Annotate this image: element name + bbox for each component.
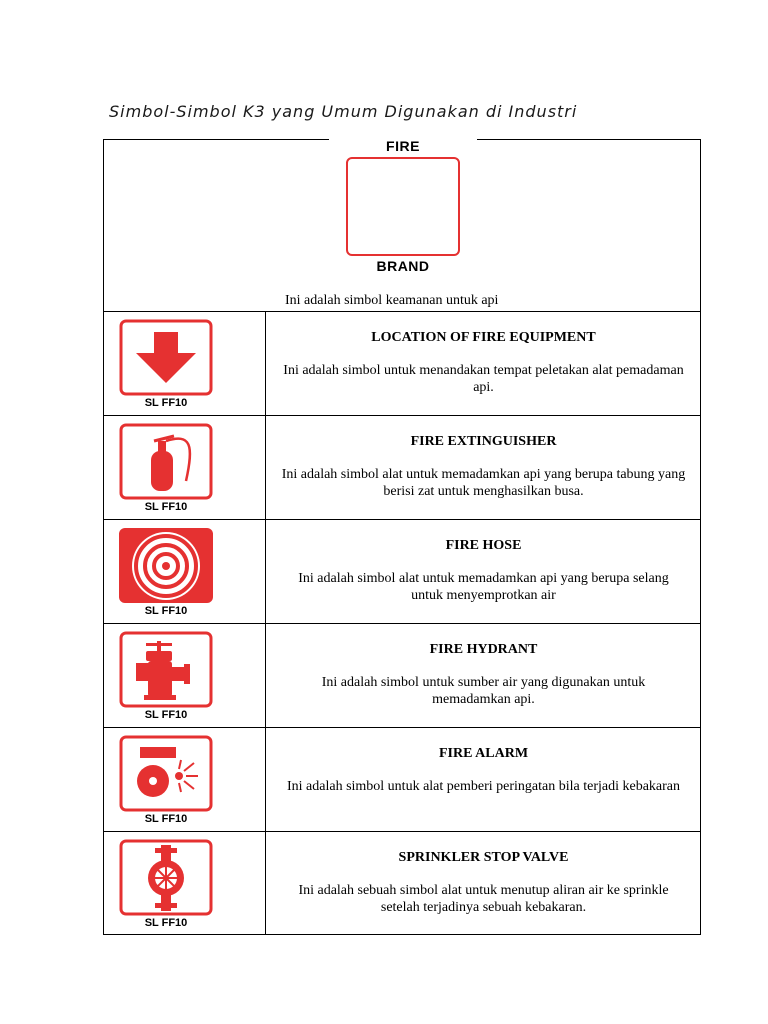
row-description: Ini adalah simbol alat untuk memadamkan api yang berupa selang untuk menyemprotkan air <box>298 571 669 603</box>
fire-brand-bottom-text: BRAND <box>376 258 430 274</box>
fire-brand-sign <box>329 138 477 280</box>
table-row <box>104 311 700 415</box>
row-description: Ini adalah sebuah simbol alat untuk menutup aliran air ke sprinkle setelah terjadinya sebuah kebakaran. <box>298 883 669 915</box>
row-title: FIRE HYDRANT <box>429 642 538 657</box>
hose-sign <box>116 525 216 621</box>
hydrant-sign <box>116 629 216 725</box>
row-description: Ini adalah simbol alat untuk memadamkan api yang berupa tabung yang berisi zat untuk menghasilkan busa. <box>281 467 686 499</box>
sprinkler-valve-icon <box>116 837 216 919</box>
table-row <box>104 415 700 519</box>
table-row <box>104 519 700 623</box>
row-description: Ini adalah simbol untuk sumber air yang digunakan untuk memadamkan api. <box>321 675 646 707</box>
description-cell <box>267 832 700 935</box>
sign-code: SL FF10 <box>144 709 188 721</box>
sign-code: SL FF10 <box>144 397 188 409</box>
row-description: Ini adalah simbol untuk menandakan tempat peletakan alat pemadaman api. <box>283 363 684 395</box>
sign-code: SL FF10 <box>144 501 188 513</box>
sign-cell <box>104 624 266 727</box>
description-cell <box>267 520 700 623</box>
sign-code: SL FF10 <box>144 917 188 929</box>
fire-brand-top-text: FIRE <box>386 138 420 154</box>
location-sign <box>116 317 216 413</box>
extinguisher-sign <box>116 421 216 517</box>
symbols-table <box>103 139 701 935</box>
row-description: Ini adalah simbol untuk alat pemberi peringatan bila terjadi kebakaran <box>286 779 681 794</box>
fire-alarm-icon <box>116 733 216 815</box>
row-title: FIRE HOSE <box>445 538 522 553</box>
fire-brand-frame-icon <box>346 157 460 256</box>
sign-code: SL FF10 <box>144 813 188 825</box>
sign-cell <box>104 520 266 623</box>
sprinkler-valve-sign <box>116 837 216 933</box>
table-row <box>104 831 700 935</box>
sign-cell <box>104 416 266 519</box>
fire-brand-caption: Ini adalah simbol keamanan untuk api <box>285 293 499 308</box>
document-title: Simbol-Simbol K3 yang Umum Digunakan di Industri <box>109 102 578 121</box>
fire-hose-icon <box>116 525 216 607</box>
sign-cell <box>104 728 266 831</box>
description-cell <box>267 728 700 831</box>
description-cell <box>267 312 700 415</box>
description-cell <box>267 624 700 727</box>
row-title: FIRE EXTINGUISHER <box>410 434 557 449</box>
sign-cell <box>104 832 266 935</box>
fire-hydrant-icon <box>116 629 216 711</box>
fire-brand-cell <box>104 140 700 311</box>
table-row <box>104 623 700 727</box>
sign-cell <box>104 312 266 415</box>
table-row <box>104 727 700 831</box>
description-cell <box>267 416 700 519</box>
row-title: LOCATION OF FIRE EQUIPMENT <box>371 330 596 345</box>
row-title: SPRINKLER STOP VALVE <box>398 850 569 865</box>
row-title: FIRE ALARM <box>438 746 529 761</box>
sign-code: SL FF10 <box>144 605 188 617</box>
down-arrow-icon <box>116 317 216 399</box>
fire-extinguisher-icon <box>116 421 216 503</box>
alarm-sign <box>116 733 216 829</box>
